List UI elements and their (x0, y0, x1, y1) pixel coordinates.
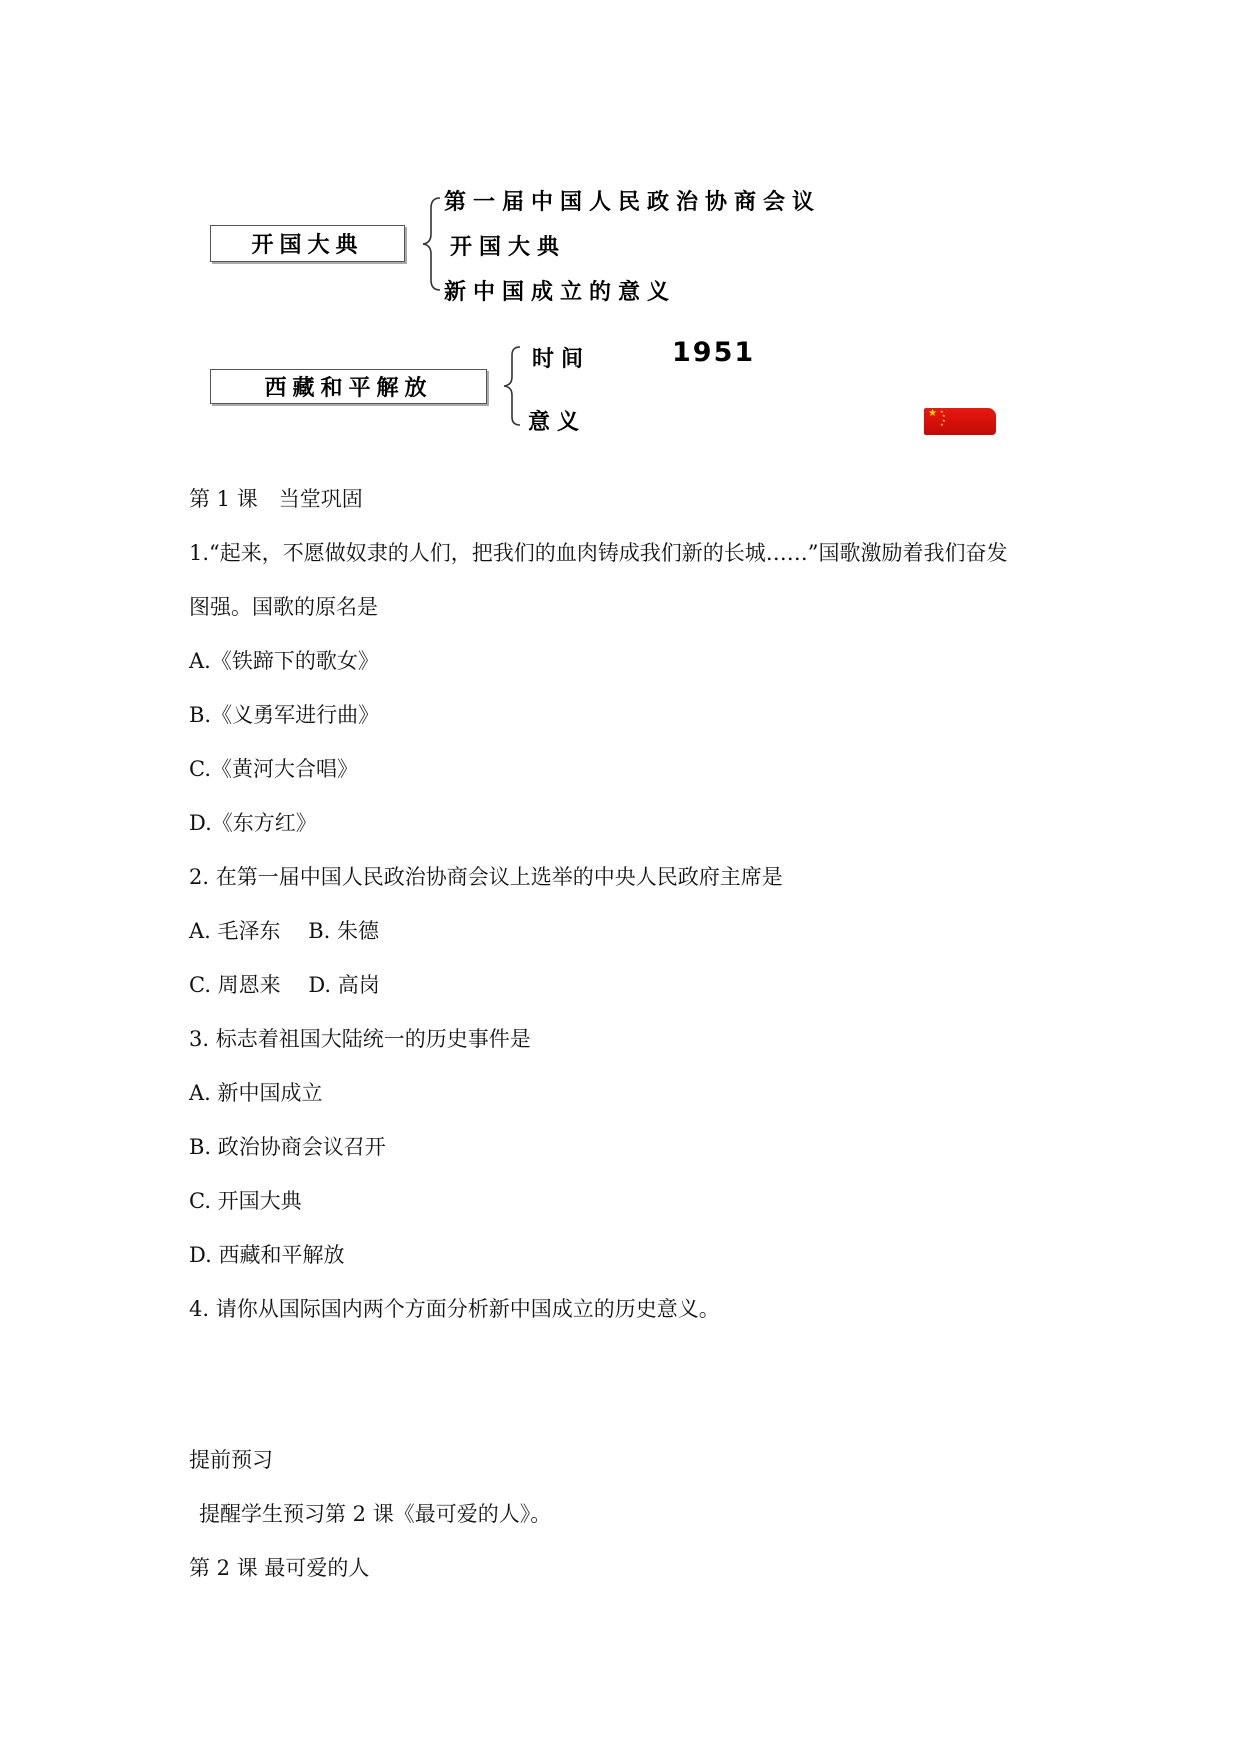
q1-option-a: A.《铁蹄下的歌女》 (189, 649, 379, 673)
q3-text: 3. 标志着祖国大陆统一的历史事件是 (189, 1027, 531, 1051)
q2-options-row2: C. 周恩来 D. 高岗 (189, 973, 380, 997)
q3-option-d: D. 西藏和平解放 (189, 1243, 345, 1267)
q3-option-b: B. 政治协商会议召开 (189, 1135, 386, 1159)
q2-options-row1: A. 毛泽东 B. 朱德 (189, 919, 379, 943)
branch2-meaning-label: 意义 (528, 410, 587, 435)
q1-option-d: D.《东方红》 (189, 811, 317, 835)
q2-text: 2. 在第一届中国人民政治协商会议上选举的中央人民政府主席是 (189, 865, 783, 889)
box-founding-ceremony (210, 225, 405, 262)
q3-option-a: A. 新中国成立 (189, 1081, 323, 1105)
box-founding-ceremony-label: 开国大典 (251, 233, 364, 258)
lesson2-heading: 第 2 课 最可爱的人 (189, 1556, 370, 1580)
q1-option-c: C.《黄河大合唱》 (189, 757, 358, 781)
preview-text: 提醒学生预习第 2 课《最可爱的人》。 (199, 1502, 552, 1526)
branch1-item-ceremony: 开国大典 (450, 235, 567, 260)
china-flag-icon: ★ ★ ★ ★ ★ (924, 408, 996, 435)
q1-option-b: B.《义勇军进行曲》 (189, 703, 380, 727)
branch2-time-label: 时间 (532, 347, 591, 372)
q3-option-c: C. 开国大典 (189, 1189, 302, 1213)
q1-text-line2: 图强。国歌的原名是 (189, 595, 378, 619)
q4-text: 4. 请你从国际国内两个方面分析新中国成立的历史意义。 (189, 1297, 720, 1321)
lesson1-heading: 第 1 课 当堂巩固 (189, 487, 363, 511)
box-tibet-liberation (210, 369, 487, 404)
preview-heading: 提前预习 (189, 1448, 273, 1472)
branch1-item-cppcc: 第一届中国人民政治协商会议 (444, 190, 822, 215)
box-tibet-liberation-label: 西藏和平解放 (264, 376, 433, 401)
branch2-year: 1951 (672, 337, 756, 368)
q1-text-line1: 1.“起来，不愿做奴隶的人们，把我们的血肉铸成我们新的长城……”国歌激励着我们奋发 (189, 541, 1008, 565)
branch1-item-significance: 新中国成立的意义 (444, 280, 677, 305)
left-brace-2 (500, 345, 524, 427)
left-brace-1 (420, 196, 444, 292)
